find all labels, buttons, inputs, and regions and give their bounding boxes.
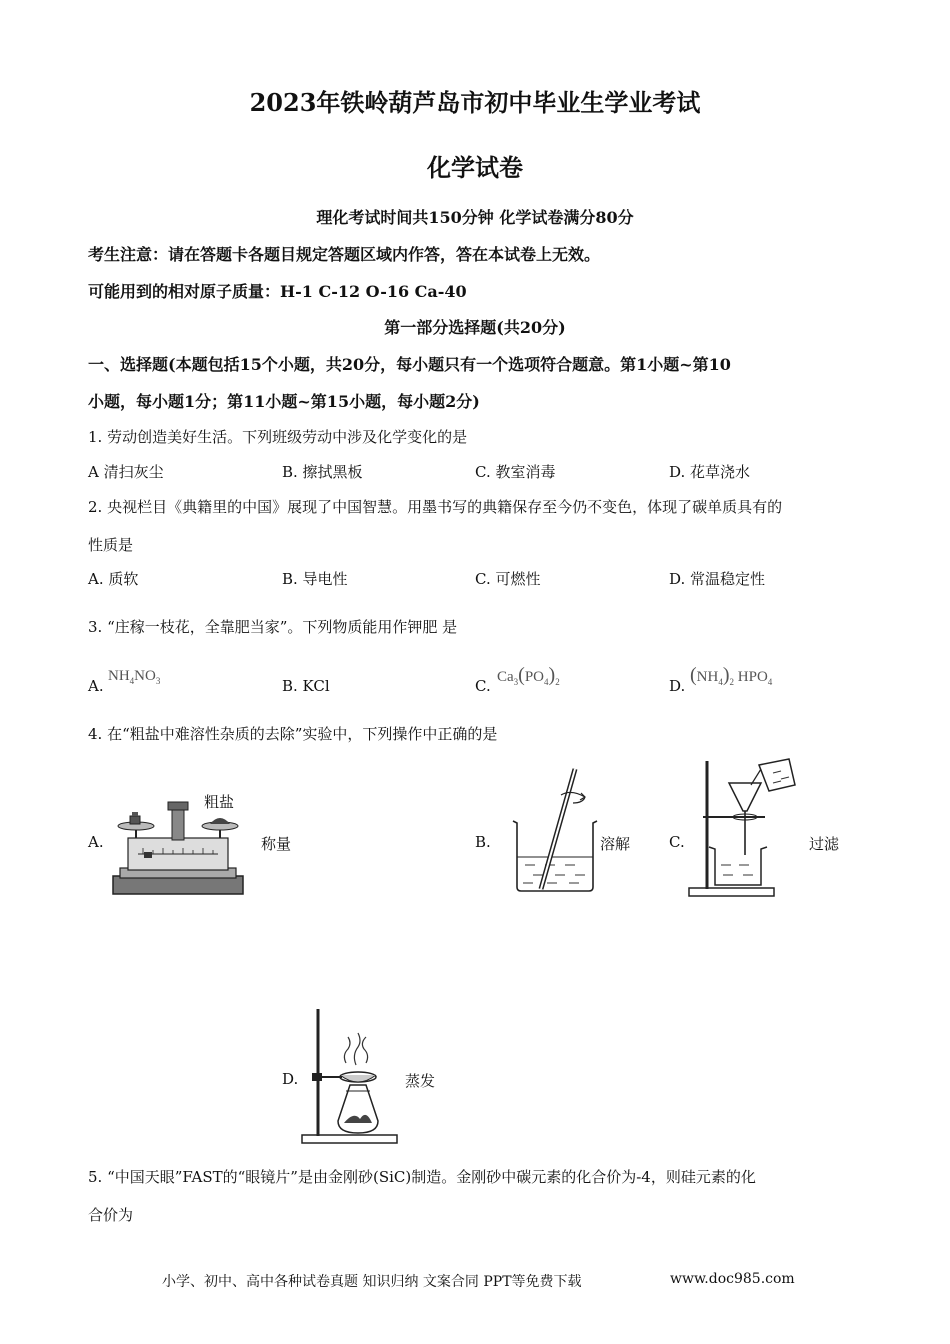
- question-5-stem-line1: 5. “中国天眼”FAST的“眼镜片”是由金刚砂(SiC)制造。金刚砂中碳元素的化合价为-4，则硅元素的化: [88, 1168, 756, 1186]
- q4-option-a-letter: A.: [88, 833, 104, 851]
- q1-option-a: A 清扫灰尘: [88, 463, 164, 481]
- question-2-stem-line1: 2. 央视栏目《典籍里的中国》展现了中国智慧。用墨书写的典籍保存至今仍不变色，体现了碳单质具有的: [88, 498, 783, 516]
- section-instructions-line2: 小题，每小题1分；第11小题~第15小题，每小题2分): [88, 392, 480, 411]
- q1-option-b: B. 擦拭黑板: [282, 463, 363, 481]
- q4-option-d-caption: 蒸发: [405, 1072, 436, 1090]
- section-instructions-line1: 一、选择题(本题包括15个小题，共20分，每小题只有一个选项符合题意。第1小题~第10: [88, 355, 731, 374]
- q4-option-a-caption: 称量: [261, 835, 292, 853]
- question-4-stem: 4. 在“粗盐中难溶性杂质的去除”实验中，下列操作中正确的是: [88, 725, 498, 743]
- part1-heading: 第一部分选择题(共20分): [384, 318, 566, 337]
- exam-subtitle: 化学试卷: [427, 153, 523, 182]
- q2-option-b: B. 导电性: [282, 570, 348, 588]
- atomic-masses: 可能用到的相对原子质量：H-1 C-12 O-16 Ca-40: [88, 282, 467, 301]
- notice: 考生注意：请在答题卡各题目规定答题区域内作答，答在本试卷上无效。: [88, 245, 601, 264]
- q4-option-b-caption: 溶解: [600, 835, 631, 853]
- q2-option-d: D. 常温稳定性: [669, 570, 766, 588]
- q4-option-d-letter: D.: [282, 1070, 299, 1088]
- exam-title: 2023年铁岭葫芦岛市初中毕业生学业考试: [249, 88, 701, 117]
- q3-formula-d: $(NH_4)_2$ $HPO_4$: [690, 664, 773, 687]
- q3-formula-c: $Ca_3(PO_4)_2$: [497, 664, 560, 687]
- dissolving-beaker-illustration: [505, 765, 605, 895]
- question-3-stem: 3. “庄稼一枝花，全靠肥当家”。下列物质能用作钾肥 是: [88, 618, 458, 636]
- q3-formula-a: $NH_4NO_3$: [108, 668, 161, 686]
- question-1-stem: 1. 劳动创造美好生活。下列班级劳动中涉及化学变化的是: [88, 428, 468, 446]
- filtration-apparatus-illustration: [685, 755, 800, 900]
- question-5-stem-line2: 合价为: [88, 1206, 134, 1224]
- coarse-salt-tag: 粗盐: [204, 793, 235, 811]
- q3-option-a-label: A.: [88, 677, 104, 695]
- q1-option-c: C. 教室消毒: [475, 463, 556, 481]
- q3-option-d-label: D.: [669, 677, 686, 695]
- question-2-stem-line2: 性质是: [88, 536, 134, 554]
- footer-site-link[interactable]: www.doc985.com: [670, 1271, 795, 1287]
- q4-option-b-letter: B.: [475, 833, 491, 851]
- q4-option-c-caption: 过滤: [809, 835, 840, 853]
- evaporation-apparatus-illustration: [298, 1005, 403, 1147]
- q2-option-c: C. 可燃性: [475, 570, 541, 588]
- time-info: 理化考试时间共150分钟 化学试卷满分80分: [316, 208, 634, 227]
- q2-option-a: A. 质软: [88, 570, 139, 588]
- q3-option-c-label: C.: [475, 677, 491, 695]
- q4-option-c-letter: C.: [669, 833, 685, 851]
- q3-option-b: B. KCl: [282, 677, 330, 695]
- footer-text: 小学、初中、高中各种试卷真题 知识归纳 文案合同 PPT等免费下载: [162, 1274, 582, 1290]
- q1-option-d: D. 花草浇水: [669, 463, 751, 481]
